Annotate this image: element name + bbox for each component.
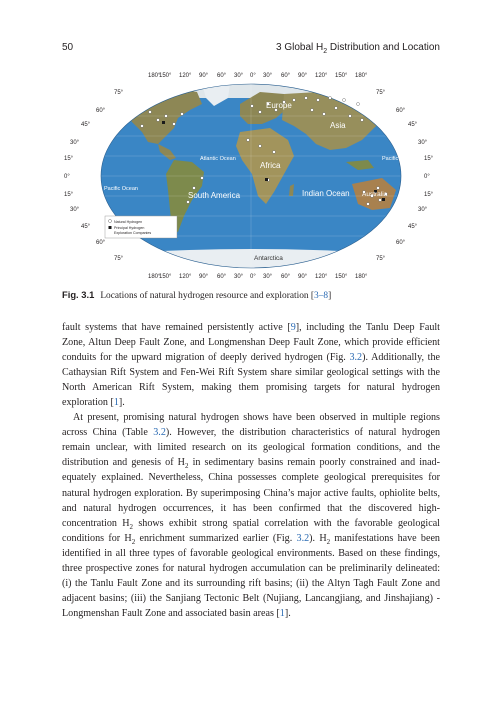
page-number: 50 [62,42,74,53]
hydrogen-marker [165,115,168,118]
hydrogen-marker [157,119,160,122]
region-africa: Africa [260,161,281,170]
citation-link[interactable]: 9 [290,322,296,333]
lat-label: 0° [424,174,430,180]
hydrogen-marker [187,201,190,204]
body-text [62,320,440,621]
lat-label: 45° [408,122,418,128]
region-antarctica: Antarctica [254,255,283,262]
hydrogen-marker [201,177,204,180]
running-header [62,42,440,56]
company-marker [162,121,165,124]
legend-principal-hydrogen: Principal Hydrogen [114,226,145,230]
lat-label: 0° [64,174,70,180]
lat-label: 30° [418,207,428,213]
lat-label: 60° [396,240,406,246]
figure-caption: Fig. 3.1 Locations of natural hydrogen resource and exploration [3–8] [62,289,332,301]
hydrogen-marker [361,119,364,122]
company-marker [382,198,385,201]
world-map [62,70,440,282]
hydrogen-marker [357,103,360,106]
lon-label: 30° [263,73,273,79]
lon-label: 60° [217,274,227,280]
hydrogen-marker [173,123,176,126]
hydrogen-marker [367,203,370,206]
lon-label: 60° [217,73,227,79]
lon-label: 150° [159,274,172,280]
region-south-america: South America [188,191,241,200]
paragraph: fault systems that have remained persistently active [9], including the Tanlu Deep Fault Zone, Altun Deep Fault Zone, and Longmenshan Deep Fault Zone, which provide efficient conduits for the upward migration of deeply derived hydrogen (Fig. 3.2). Additionally, the Cathaysian Rift System and Fen-Wei Rift System share similar geological settings with the North American Rift System, making them promising targets for natural hydrogen exploration [1]. [62,322,440,409]
lon-label: 0° [250,274,256,280]
region-europe: Europe [266,101,292,110]
lat-label: 45° [81,122,91,128]
lon-label: 30° [263,274,273,280]
map-legend [105,216,177,238]
lon-label: 120° [179,274,192,280]
legend-company-symbol [109,226,112,229]
region-australia: Australia [362,191,388,198]
lat-label: 15° [64,192,74,198]
reference-link[interactable]: 3–8 [314,291,329,301]
company-marker [265,178,268,181]
figure-link[interactable]: 3.2 [296,532,310,544]
lat-label: 60° [96,108,106,114]
table-link[interactable]: 3.2 [153,427,166,439]
legend-natural-hydrogen: Natural Hydrogen [114,220,143,224]
hydrogen-marker [311,109,314,112]
lon-label: 180° [148,73,161,79]
lat-label: 75° [376,256,386,262]
lat-label: 15° [424,192,434,198]
hydrogen-marker [335,107,338,110]
hydrogen-marker [247,139,250,142]
hydrogen-marker [149,111,152,114]
longitude-labels-top [148,73,368,79]
hydrogen-marker [193,187,196,190]
arctic-ice [92,82,412,98]
paragraph: At present, promising natural hydrogen shows have been observed in multiple regions across China (Table 3.2). However, the distribution characteristics of natural hydrogen remain unclear, with limited research on its geological formation conditions, and the distribution and genesis of $H_2$ in sedimentary basins remain poorly constrained and inadequately explained. Nevertheless, China possesses complete geological prerequisites for natural hydrogen exploration. By superimposing China’s major active faults, ophiolite belts, and natural hydrogen occurrences, it has been confirmed that the discovered high-concentration $H_2$ shows exhibit strong spatial correlation with the favorable geological conditions for $H_2$ enrichment summarized earlier (Fig. 3.2). $H_2$ manifestations have been identified in all three types of favorable geological environments. Based on these findings, three prospective zones for natural hydrogen accumulation can be preliminarily delineated: (i) the Tanlu Fault Zone and its surrounding rift basins; (ii) the Altyn Tagh Fault Zone and adjacent basins; (iii) the Sanjiang Tectonic Belt (Nujiang, Lancangjiang, and Jinshajiang) - Longmenshan Fault Zone and associated basin areas [1]. [62,412,440,619]
lat-label: 45° [408,224,418,230]
lat-label: 15° [64,156,74,162]
hydrogen-marker [181,113,184,116]
lon-label: 30° [234,73,244,79]
lon-label: 180° [148,274,161,280]
lat-label: 30° [70,140,80,146]
lon-label: 120° [179,73,192,79]
lon-label: 60° [281,73,291,79]
hydrogen-marker [323,113,326,116]
region-asia: Asia [330,121,346,130]
region-atlantic-ocean: Atlantic Ocean [200,156,236,162]
figure-label: Fig. 3.1 [62,289,95,300]
lat-label: 45° [81,224,91,230]
lon-label: 150° [159,73,172,79]
hydrogen-marker [305,97,308,100]
hydrogen-marker [349,115,352,118]
lon-label: 120° [315,274,328,280]
chapter-title: 3 Global $H_2$ Distribution and Location [275,42,440,55]
lon-label: 180° [355,73,368,79]
legend-hydrogen-symbol [109,220,112,223]
lon-label: 90° [199,73,209,79]
lat-label: 75° [114,90,124,96]
lon-label: 60° [281,274,291,280]
hydrogen-marker [343,99,346,102]
legend-exploration-companies: Exploration Companies [114,231,152,235]
lat-label: 30° [70,207,80,213]
hydrogen-marker [329,97,332,100]
region-pacific-ocean-east: Pacific Ocean [382,156,416,162]
lat-label: 60° [96,240,106,246]
figure-world-map [62,70,440,282]
hydrogen-marker [273,151,276,154]
hydrogen-marker [377,187,380,190]
region-pacific-ocean-west: Pacific Ocean [104,186,138,192]
lon-label: 90° [298,73,308,79]
lon-label: 0° [250,73,256,79]
lon-label: 90° [298,274,308,280]
lat-label: 60° [396,108,406,114]
hydrogen-marker [259,145,262,148]
lon-label: 150° [335,73,348,79]
citation-link[interactable]: 1 [113,397,119,409]
hydrogen-marker [317,99,320,102]
lat-label: 30° [418,140,428,146]
hydrogen-marker [259,111,262,114]
hydrogen-marker [293,99,296,102]
lat-label: 75° [114,256,124,262]
lat-label: 15° [424,156,434,162]
hydrogen-marker [251,105,254,108]
lon-label: 120° [315,73,328,79]
hydrogen-marker [141,125,144,128]
lon-label: 90° [199,274,209,280]
lon-label: 180° [355,274,368,280]
citation-link[interactable]: 1 [279,607,285,619]
lat-label: 75° [376,90,386,96]
figure-link[interactable]: 3.2 [349,352,363,364]
lon-label: 150° [335,274,348,280]
longitude-labels-bottom [148,274,368,280]
region-indian-ocean: Indian Ocean [302,189,350,198]
hydrogen-marker [379,199,382,202]
lon-label: 30° [234,274,244,280]
